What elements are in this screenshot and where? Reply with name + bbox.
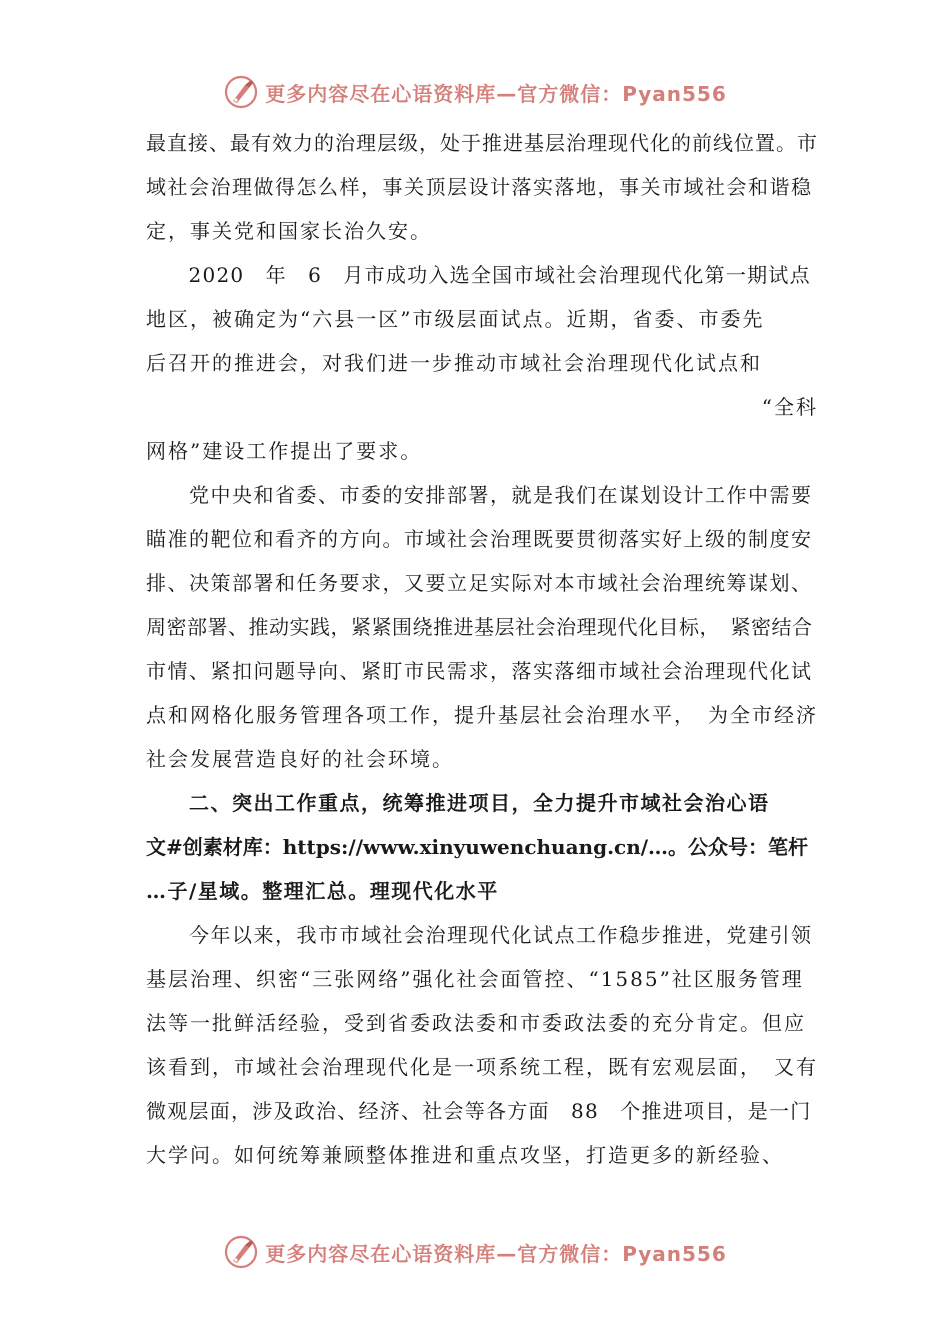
paragraph-line: 网格”建设工作提出了要求。 [146, 439, 423, 463]
paragraph-line: 该看到，市域社会治理现代化是一项系统工程，既有宏观层面， 又有 [146, 1055, 818, 1079]
pen-nib-icon [223, 74, 259, 110]
paragraph-line: 点和网格化服务管理各项工作，提升基层社会治理水平， 为全市经济 [146, 703, 818, 727]
paragraph-line: 基层治理、织密“三张网络”强化社会面管控、“1585”社区服务管理 [146, 967, 804, 991]
section-heading-line: 二、突出工作重点，统筹推进项目，全力提升市域社会治心语 [146, 791, 770, 815]
paragraph-line: 定，事关党和国家长治久安。 [146, 219, 432, 243]
paragraph-line: 法等一批鲜活经验，受到省委政法委和市委政法委的充分肯定。但应 [146, 1011, 806, 1035]
paragraph-line: 2020 年 6 月市成功入选全国市域社会治理现代化第一期试点 [146, 263, 811, 287]
banner-text: 更多内容尽在心语资料库—官方微信：Pyan556 [265, 1241, 727, 1266]
section-heading-line: …子/星域。整理汇总。理现代化水平 [146, 879, 499, 903]
paragraph-line: 域社会治理做得怎么样，事关顶层设计落实落地，事关市域社会和谐稳 [146, 175, 813, 199]
paragraph-line: 大学问。如何统筹兼顾整体推进和重点攻坚，打造更多的新经验、 [146, 1143, 784, 1167]
paragraph-line: 市情、紧扣问题导向、紧盯市民需求，落实落细市域社会治理现代化试 [146, 659, 813, 683]
paragraph-line: 周密部署、推动实践，紧紧围绕推进基层社会治理现代化目标， 紧密结合 [146, 615, 813, 639]
paragraph-line: 最直接、最有效力的治理层级，处于推进基层治理现代化的前线位置。市 [146, 131, 818, 155]
paragraph-line: 微观层面，涉及政治、经济、社会等各方面 88 个推进项目，是一门 [146, 1099, 812, 1123]
paragraph-line: 社会发展营造良好的社会环境。 [146, 747, 454, 771]
banner-text: 更多内容尽在心语资料库—官方微信：Pyan556 [265, 81, 727, 106]
paragraph-line: 今年以来，我市市域社会治理现代化试点工作稳步推进，党建引领 [146, 923, 813, 947]
header-watermark-banner [0, 72, 950, 112]
paragraph-line: 后召开的推进会，对我们进一步推动市域社会治理现代化试点和 [146, 351, 762, 375]
paragraph-line: “全科 [761, 395, 818, 419]
paragraph-line: 瞄准的靶位和看齐的方向。市域社会治理既要贯彻落实好上级的制度安 [146, 527, 813, 551]
paragraph-line: 地区，被确定为“六县一区”市级层面试点。近期，省委、市委先 [146, 307, 765, 331]
paragraph-line: 排、决策部署和任务要求，又要立足实际对本市域社会治理统筹谋划、 [146, 571, 813, 595]
section-heading-line: 文#创素材库：https://www.xinyuwenchuang.cn/…。公众号：笔杆 [146, 835, 809, 859]
paragraph-line: 党中央和省委、市委的安排部署，就是我们在谋划设计工作中需要 [146, 483, 813, 507]
footer-watermark-banner [0, 1232, 950, 1272]
pen-nib-icon [223, 1234, 259, 1270]
